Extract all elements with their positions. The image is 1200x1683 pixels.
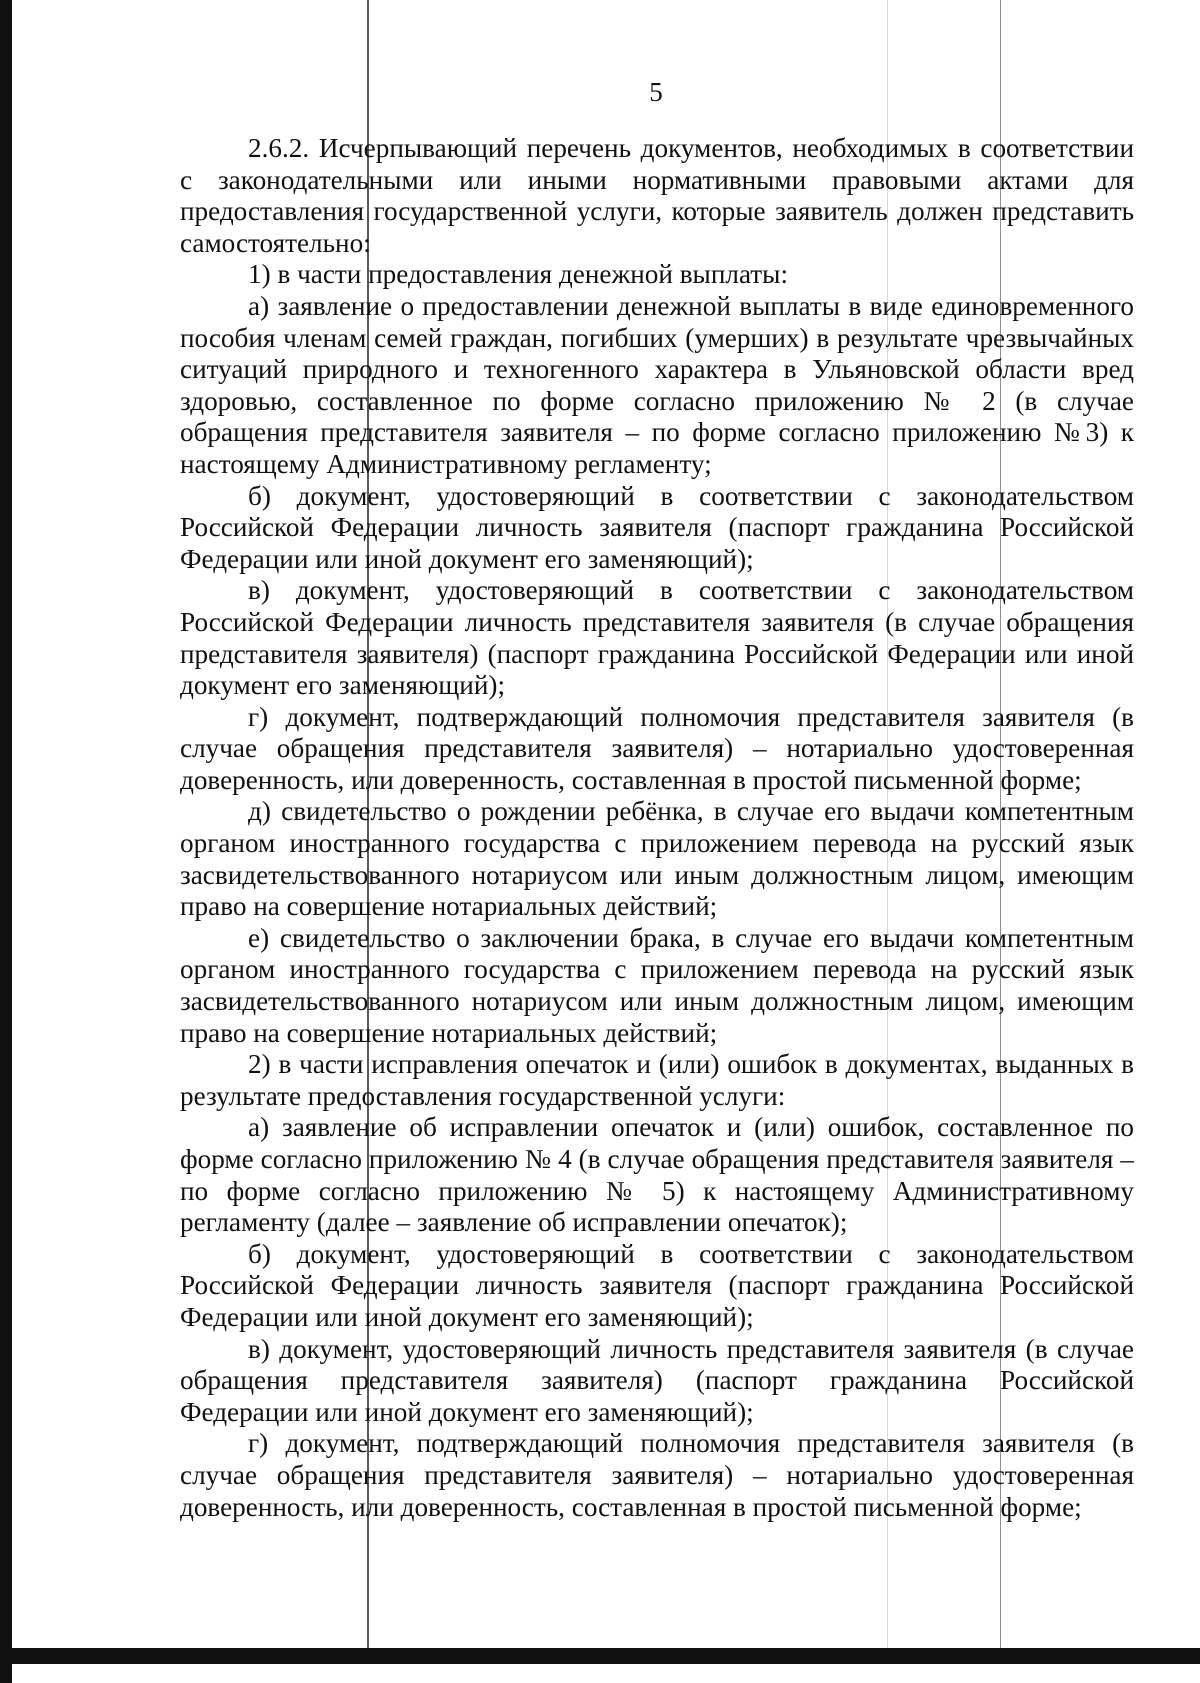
paragraph-item-1v: в) документ, удостоверяющий в соответствии с законодательством Российской Федерации личность представителя заявителя (в случае обращения представителя заявителя) (паспорт гражданина Российской Федерации или иной документ его заменяющий); [180, 575, 1134, 701]
paragraph-item-2a: а) заявление об исправлении опечаток и (или) ошибок, составленное по форме согласно приложению № 4 (в случае обращения представителя заявителя – по форме согласно приложению № 5) к настоящему Административному регламенту (далее – заявление об исправлении опечаток); [180, 1112, 1134, 1238]
paragraph-item-2v: в) документ, удостоверяющий личность представителя заявителя (в случае обращения представителя заявителя) (паспорт гражданина Российской Федерации или иной документ его заменяющий); [180, 1333, 1134, 1427]
paragraph-item-1b: б) документ, удостоверяющий в соответствии с законодательством Российской Федерации личность заявителя (паспорт гражданина Российской Федерации или иной документ его заменяющий); [180, 480, 1134, 574]
paragraph-item-1d: д) свидетельство о рождении ребёнка, в случае его выдачи компетентным органом иностранного государства с приложением перевода на русский язык засвидетельствованного нотариусом или иным должностным лицом, имеющим право на совершение нотариальных действий; [180, 796, 1134, 922]
page-number: 5 [649, 77, 663, 107]
paragraph-item-2b: б) документ, удостоверяющий в соответствии с законодательством Российской Федерации личность заявителя (паспорт гражданина Российской Федерации или иной документ его заменяющий); [180, 1238, 1134, 1332]
document-body [180, 133, 1134, 1523]
paragraph-item-1g: г) документ, подтверждающий полномочия представителя заявителя (в случае обращения представителя заявителя) – нотариально удостоверенная доверенность, или доверенность, составленная в простой письменной форме; [180, 701, 1134, 795]
paragraph-2-6-2: 2.6.2. Исчерпывающий перечень документов, необходимых в соответствии с законодательными или иными нормативными правовыми актами для предоставления государственной услуги, которые заявитель должен представить самостоятельно: [180, 133, 1134, 258]
paragraph-item-1: 1) в части предоставления денежной выплаты: [248, 259, 789, 290]
scan-bottom-edge [0, 1648, 1200, 1664]
paragraph-item-1e: е) свидетельство о заключении брака, в случае его выдачи компетентным органом иностранного государства с приложением перевода на русский язык засвидетельствованного нотариусом или иным должностным лицом, имеющим право на совершение нотариальных действий; [180, 922, 1134, 1048]
paragraph-item-2g: г) документ, подтверждающий полномочия представителя заявителя (в случае обращения представителя заявителя) – нотариально удостоверенная доверенность, или доверенность, составленная в простой письменной форме; [180, 1428, 1134, 1522]
paragraph-item-1a: а) заявление о предоставлении денежной выплаты в виде единовременного пособия членам семей граждан, погибших (умерших) в результате чрезвычайных ситуаций природного и техногенного характера в Ульяновской области вред здоровью, составленное по форме согласно приложению № 2 (в случае обращения представителя заявителя – по форме согласно приложению №3) к настоящему Административному регламенту; [180, 290, 1134, 479]
paragraph-item-2: 2) в части исправления опечаток и (или) ошибок в документах, выданных в результате предоставления государственной услуги: [180, 1049, 1134, 1111]
scan-left-edge [0, 0, 12, 1683]
